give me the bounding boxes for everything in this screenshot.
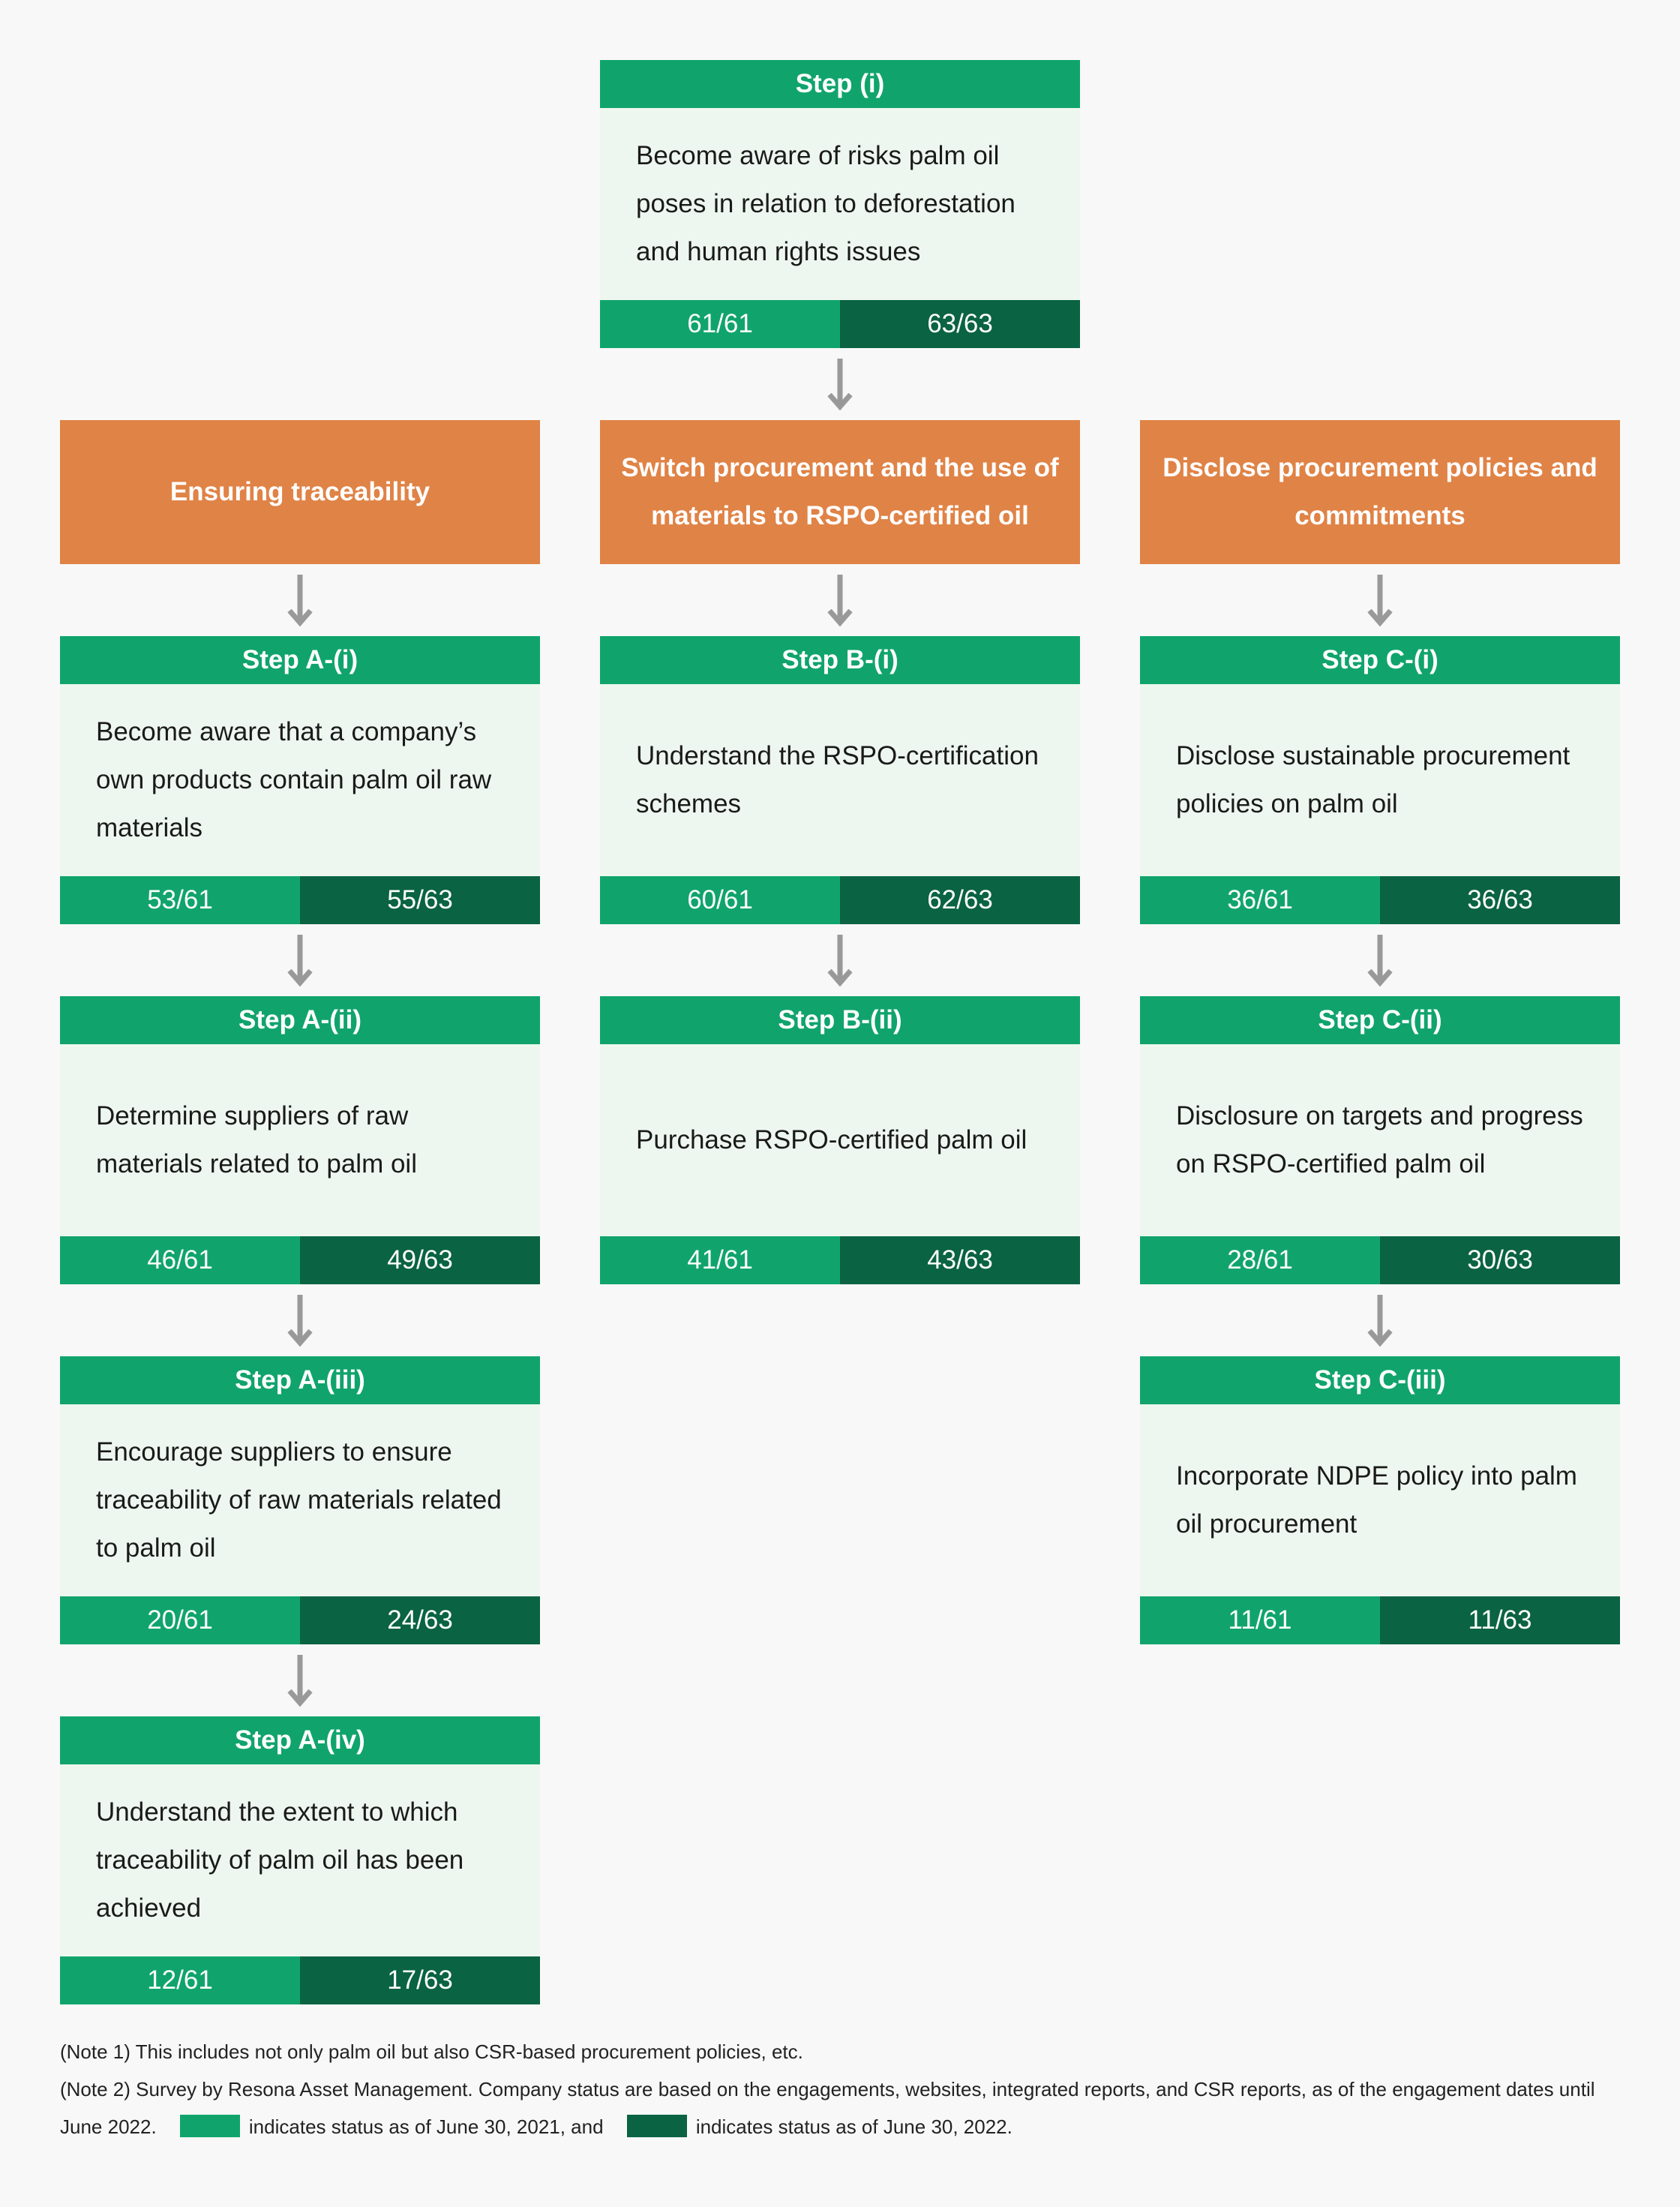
step-description: Become aware that a company’s own products contain palm oil raw materials (60, 684, 540, 876)
step-stats (1140, 876, 1620, 924)
step-stats (600, 1236, 1080, 1284)
step-stats (600, 876, 1080, 924)
step-title: Step A-(ii) (60, 996, 540, 1044)
status-2021: 61/61 (600, 300, 840, 348)
arrow-down-icon (825, 935, 855, 989)
status-2022: 43/63 (840, 1236, 1080, 1284)
arrow-down-icon (285, 575, 315, 629)
step-b1-card (600, 636, 1080, 924)
status-2022: 17/63 (300, 1956, 540, 2004)
step-title: Step C-(iii) (1140, 1356, 1620, 1404)
arrow-down-icon (1365, 575, 1395, 629)
category-rspo-switch: Switch procurement and the use of materials to RSPO-certified oil (600, 420, 1080, 564)
arrow-down-icon (1365, 935, 1395, 989)
step-description: Encourage suppliers to ensure traceability of raw materials related to palm oil (60, 1404, 540, 1596)
status-2021: 36/61 (1140, 876, 1380, 924)
step-description: Disclosure on targets and progress on RSPO-certified palm oil (1140, 1044, 1620, 1236)
status-2021: 53/61 (60, 876, 300, 924)
footnotes (60, 2033, 1635, 2145)
step-title: Step (i) (600, 60, 1080, 108)
note-2 (60, 2070, 1635, 2145)
status-2022: 11/63 (1380, 1596, 1620, 1644)
category-disclosure: Disclose procurement policies and commitments (1140, 420, 1620, 564)
status-2021: 20/61 (60, 1596, 300, 1644)
step-stats (1140, 1596, 1620, 1644)
note-2-text: (Note 2) Survey by Resona Asset Management. Company status are based on the engagements, websites, integrated reports, and CSR reports, as of the engagement dates until June 2022. (60, 2078, 1595, 2138)
step-title: Step B-(i) (600, 636, 1080, 684)
step-i-card (600, 60, 1080, 348)
arrow-down-icon (825, 359, 855, 413)
note-1: (Note 1) This includes not only palm oil but also CSR-based procurement policies, etc. (60, 2040, 803, 2063)
step-a1-card (60, 636, 540, 924)
step-stats (60, 1596, 540, 1644)
step-description: Become aware of risks palm oil poses in relation to deforestation and human rights issues (600, 108, 1080, 300)
step-title: Step B-(ii) (600, 996, 1080, 1044)
status-2022: 49/63 (300, 1236, 540, 1284)
step-title: Step C-(i) (1140, 636, 1620, 684)
step-title: Step A-(iii) (60, 1356, 540, 1404)
step-description: Understand the RSPO-certification schemes (600, 684, 1080, 876)
status-2021: 12/61 (60, 1956, 300, 2004)
status-2021: 28/61 (1140, 1236, 1380, 1284)
step-c2-card (1140, 996, 1620, 1284)
step-description: Disclose sustainable procurement policies on palm oil (1140, 684, 1620, 876)
status-2021: 60/61 (600, 876, 840, 924)
arrow-down-icon (1365, 1295, 1395, 1349)
legend-2021: indicates status as of June 30, 2021, and (248, 2115, 604, 2138)
status-2022: 24/63 (300, 1596, 540, 1644)
status-2022: 55/63 (300, 876, 540, 924)
status-2022: 62/63 (840, 876, 1080, 924)
step-a3-card (60, 1356, 540, 1644)
arrow-down-icon (285, 1655, 315, 1709)
status-2022: 63/63 (840, 300, 1080, 348)
step-description: Incorporate NDPE policy into palm oil procurement (1140, 1404, 1620, 1596)
step-description: Purchase RSPO-certified palm oil (600, 1044, 1080, 1236)
step-title: Step A-(i) (60, 636, 540, 684)
step-b2-card (600, 996, 1080, 1284)
step-a2-card (60, 996, 540, 1284)
status-2021: 41/61 (600, 1236, 840, 1284)
arrow-down-icon (285, 1295, 315, 1349)
status-2022: 30/63 (1380, 1236, 1620, 1284)
step-stats (600, 300, 1080, 348)
status-2021: 46/61 (60, 1236, 300, 1284)
step-stats (60, 876, 540, 924)
step-c3-card (1140, 1356, 1620, 1644)
step-description: Determine suppliers of raw materials related to palm oil (60, 1044, 540, 1236)
arrow-down-icon (285, 935, 315, 989)
step-stats (1140, 1236, 1620, 1284)
step-description: Understand the extent to which traceability of palm oil has been achieved (60, 1764, 540, 1956)
step-stats (60, 1236, 540, 1284)
legend-swatch-2021 (180, 2115, 240, 2137)
step-c1-card (1140, 636, 1620, 924)
step-a4-card (60, 1716, 540, 2004)
step-title: Step A-(iv) (60, 1716, 540, 1764)
step-stats (60, 1956, 540, 2004)
legend-2022: indicates status as of June 30, 2022. (695, 2115, 1012, 2138)
status-2022: 36/63 (1380, 876, 1620, 924)
step-title: Step C-(ii) (1140, 996, 1620, 1044)
legend-swatch-2022 (627, 2115, 687, 2137)
status-2021: 11/61 (1140, 1596, 1380, 1644)
arrow-down-icon (825, 575, 855, 629)
category-traceability: Ensuring traceability (60, 420, 540, 564)
